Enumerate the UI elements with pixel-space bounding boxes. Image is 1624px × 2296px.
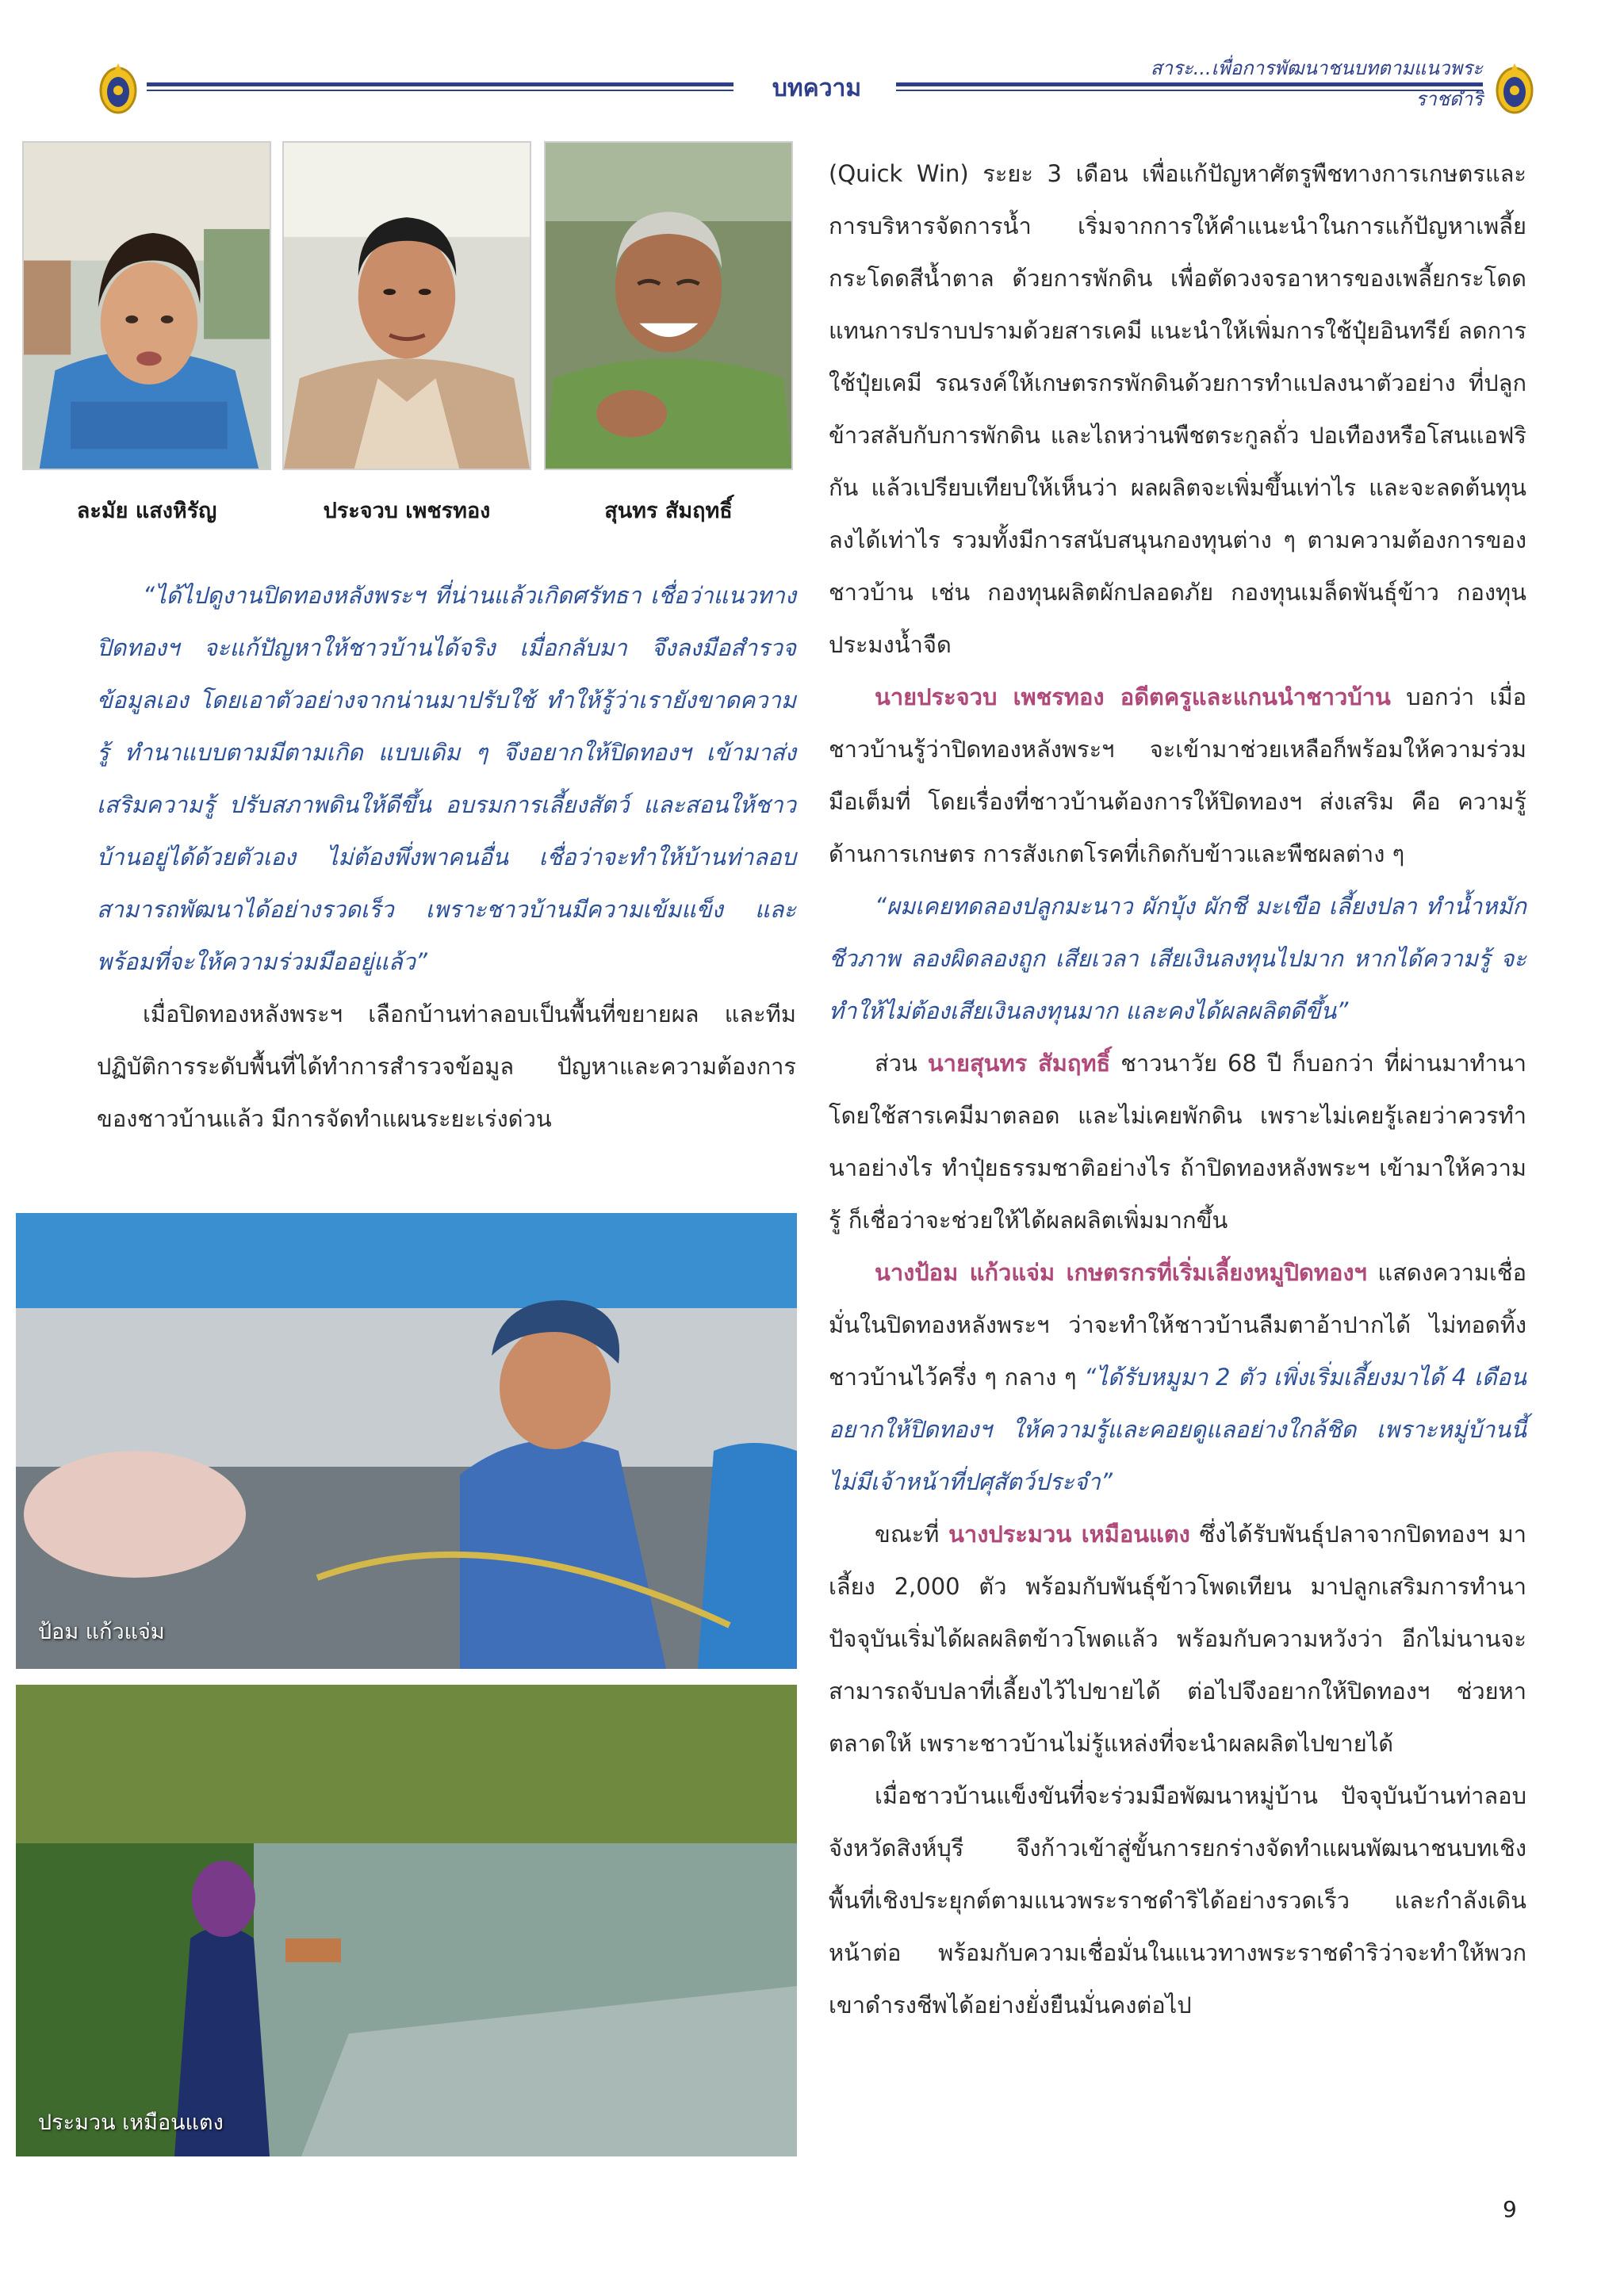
body-paragraph <box>829 671 1526 880</box>
paragraph-text: ขณะที่ <box>875 1521 940 1548</box>
portrait-caption: สุนทร สัมฤทธิ์ <box>604 499 733 523</box>
body-paragraph <box>829 1246 1526 1508</box>
body-paragraph <box>829 1037 1526 1246</box>
speaker-name: นายสุนทร สัมฤทธิ์ <box>927 1050 1111 1077</box>
body-paragraph: เมื่อชาวบ้านแข็งขันที่จะร่วมมือพัฒนาหมู่บ้าน ปัจจุบันบ้านท่าลอบ จังหวัดสิงห์บุรี จึงก้าวเข้าสู่ขั้นการยกร่างจัดทำแผนพัฒนาชนบทเชิงพื้นที่เชิงประยุกต์ตามแนวพระราชดำริได้อย่างรวดเร็ว และกำลังเดินหน้าต่อ พร้อมกับความเชื่อมั่นในแนวทางพระราชดำริว่าจะทำให้พวกเขาดำรงชีพได้อย่างยั่งยืนมั่นคงต่อไป <box>829 1782 1526 2019</box>
portrait-photo-lamai <box>22 141 271 470</box>
paragraph-text: ซึ่งได้รับพันธุ์ปลาจากปิดทองฯ มาเลี้ยง 2,000 ตัว พร้อมกับพันธุ์ข้าวโพดเทียน มาปลูกเสริมการทำนา ปัจจุบันเริ่มได้ผลผลิตข้าวโพดแล้ว พร้อมกับความหวังว่า อีกไม่นานจะสามารถจับปลาที่เลี้ยงไว้ไปขายได้ ต่อไปจึงอยากให้ปิดทองฯ ช่วยหาตลาดให้ เพราะชาวบ้านไม่รู้แหล่งที่จะนำผลผลิตไปขายได้ <box>829 1521 1526 1757</box>
pull-quote: “ได้ไปดูงานปิดทองหลังพระฯ ที่น่านแล้วเกิดศรัทธา เชื่อว่าแนวทางปิดทองฯ จะแก้ปัญหาให้ชาวบ้านได้จริง เมื่อกลับมา จึงลงมือสำรวจข้อมูลเอง โดยเอาตัวอย่างจากน่านมาปรับใช้ ทำให้รู้ว่าเรายังขาดความรู้ ทำนาแบบตามมีตามเกิด แบบเดิม ๆ จึงอยากให้ปิดทองฯ เข้ามาส่งเสริมความรู้ ปรับสภาพดินให้ดีขึ้น อบรมการเลี้ยงสัตว์ และสอนให้ชาวบ้านอยู่ได้ด้วยตัวเอง ไม่ต้องพึ่งพาคนอื่น เชื่อว่าจะทำให้บ้านท่าลอบสามารถพัฒนาได้อย่างรวดเร็ว เพราะชาวบ้านมีความเข้มแข็ง และพร้อมที่จะให้ความร่วมมืออยู่แล้ว” <box>97 582 796 975</box>
royal-project-emblem-icon <box>97 59 140 116</box>
header-rule-left-thin <box>147 90 733 91</box>
paragraph-text: บอกว่า เมื่อชาวบ้านรู้ว่าปิดทองหลังพระฯ จะเข้ามาช่วยเหลือก็พร้อมให้ความร่วมมือเต็มที่ โดยเรื่องที่ชาวบ้านต้องการให้ปิดทองฯ ส่งเสริม คือ ความรู้ด้านการเกษตร การสังเกตโรคที่เกิดกับข้าวและพืชผลต่าง ๆ <box>829 683 1526 867</box>
speaker-name: นางประมวน เหมือนแตง <box>948 1521 1190 1548</box>
portrait-caption: ละมัย แสงหิรัญ <box>76 499 217 523</box>
right-column-text <box>829 147 1526 2031</box>
paragraph-text: ชาวนาวัย 68 ปี ก็บอกว่า ที่ผ่านมาทำนาโดยใช้สารเคมีมาตลอด และไม่เคยพักดิน เพราะไม่เคยรู้เลยว่าควรทำนาอย่างไร ทำปุ๋ยธรรมชาติอย่างไร ถ้าปิดทองหลังพระฯ เข้ามาให้ความรู้ ก็เชื่อว่าจะช่วยให้ได้ผลผลิตเพิ่มมากขึ้น <box>829 1050 1526 1234</box>
page-number: 9 <box>1503 2196 1517 2222</box>
body-paragraph: (Quick Win) ระยะ 3 เดือน เพื่อแก้ปัญหาศัตรูพืชทางการเกษตรและการบริหารจัดการน้ำ เริ่มจากการให้คำแนะนำในการแก้ปัญหาเพลี้ยกระโดดสีน้ำตาล ด้วยการพักดิน เพื่อตัดวงจรอาหารของเพลี้ยกระโดด แทนการปราบปรามด้วยสารเคมี แนะนำให้เพิ่มการใช้ปุ๋ยอินทรีย์ ลดการใช้ปุ๋ยเคมี รณรงค์ให้เกษตรกรพักดินด้วยการทำแปลงนาตัวอย่าง ที่ปลูกข้าวสลับกับการพักดิน และไถหว่านพืชตระกูลถั่ว ปอเทืองหรือโสนแอฟริกัน แล้วเปรียบเทียบให้เห็นว่า ผลผลิตจะเพิ่มขึ้นเท่าไร และจะลดต้นทุนลงได้เท่าไร รวมทั้งมีการสนับสนุนกองทุนต่าง ๆ ตามความต้องการของชาวบ้าน เช่น กองทุนผลิตผักปลอดภัย กองทุนเมล็ดพันธุ์ข้าว กองทุนประมงน้ำจืด <box>829 160 1526 658</box>
speaker-name: นายประจวบ เพชรทอง อดีตครูและแกนนำชาวบ้าน <box>875 683 1391 710</box>
speaker-name: นางป้อม แก้วแจ่ม เกษตรกรที่เริ่มเลี้ยงหมูปิดทองฯ <box>875 1259 1367 1286</box>
publication-title: สาระ...เพื่อการพัฒนาชนบทตามแนวพระราชดำริ <box>1150 57 1483 110</box>
portrait-caption: ประจวบ เพชรทอง <box>323 499 491 523</box>
paragraph-text: ส่วน <box>875 1050 917 1077</box>
body-paragraph: เมื่อปิดทองหลังพระฯ เลือกบ้านท่าลอบเป็นพื้นที่ขยายผล และทีมปฏิบัติการระดับพื้นที่ได้ทำการสำรวจข้อมูล ปัญหาและความต้องการของชาวบ้านแล้ว มีการจัดทำแผนระยะเร่งด่วน <box>97 1001 796 1132</box>
section-title: บทความ <box>772 75 862 102</box>
pull-quote: “ผมเคยทดลองปลูกมะนาว ผักบุ้ง ผักชี มะเขือ เลี้ยงปลา ทำน้ำหมักชีวภาพ ลองผิดลองถูก เสียเวลา เสียเงินลงทุนไปมาก หากได้ความรู้ จะทำให้ไม่ต้องเสียเงินลงทุนมาก และคงได้ผลผลิตดีขึ้น” <box>829 893 1526 1024</box>
left-column-text <box>97 569 796 1145</box>
photo-label: ประมวน เหมือนแตง <box>38 2110 224 2135</box>
royal-project-emblem-icon <box>1493 59 1536 116</box>
inline-quote: “ได้รับหมูมา 2 ตัว เพิ่งเริ่มเลี้ยงมาได้ 4 เดือน อยากให้ปิดทองฯ ให้ความรู้และคอยดูแลอย่างใกล้ชิด เพราะหมู่บ้านนี้ไม่มีเจ้าหน้าที่ปศุสัตว์ประจำ” <box>829 1364 1527 1495</box>
portrait-photo-prajuab <box>282 141 531 470</box>
body-paragraph <box>829 1508 1526 1770</box>
header-rule-left <box>147 82 733 86</box>
photo-pig-farming <box>16 1213 797 1669</box>
photo-label: ป้อม แก้วแจ่ม <box>38 1620 165 1644</box>
portrait-photo-sunthorn <box>544 141 793 470</box>
photo-fish-feeding <box>16 1685 797 2156</box>
paragraph-text: แสดงความเชื่อมั่นในปิดทองหลังพระฯ ว่าจะทำให้ชาวบ้านลืมตาอ้าปากได้ ไม่ทอดทิ้งชาวบ้านไว้ครึ่ง ๆ กลาง ๆ <box>829 1259 1527 1391</box>
